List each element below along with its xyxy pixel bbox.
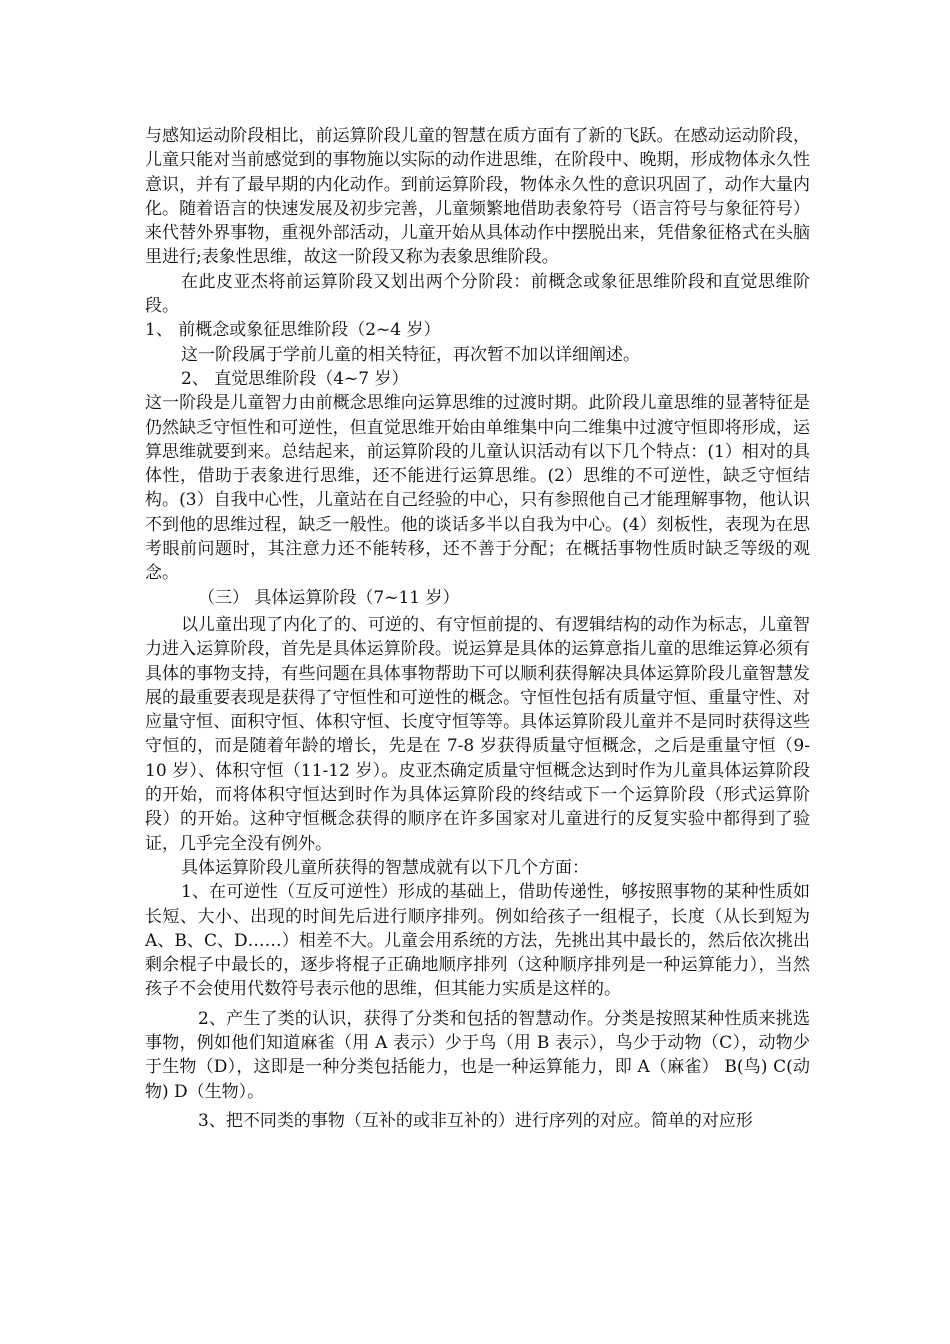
paragraph-concrete-operational: 以儿童出现了内化了的、可逆的、有守恒前提的、有逻辑结构的动作为标志，儿童智力进入运算阶段，首先是具体运算阶段。说运算是具体的运算意指儿童的思维运算必须有具体的事物支持，有些问题在具体事物帮助下可以顺利获得解决具体运算阶段儿童智慧发展的最重要表现是获得了守恒性和可逆性的概念。守恒性包括有质量守恒、重量守性、对应量守恒、面积守恒、体积守恒、长度守恒等等。具体运算阶段儿童并不是同时获得这些守恒的，而是随着年龄的增长，先是在 7-8 岁获得质量守恒概念，之后是重量守恒（9-10 岁）、体积守恒（11-12 岁）。皮亚杰确定质量守恒概念达到时作为儿童具体运算阶段的开始，而将体积守恒达到时作为具体运算阶段的终结或下一个运算阶段（形式运算阶段）的开始。这种守恒概念获得的顺序在许多国家对儿童进行的反复实验中都得到了验证，几乎完全没有例外。: [145, 614, 810, 854]
paragraph-achievement-3: 3、把不同类的事物（互补的或非互补的）进行序列的对应。简单的对应形: [198, 1110, 753, 1131]
heading-preconceptual-stage: 1、 前概念或象征思维阶段（2~4 岁）: [145, 320, 441, 341]
paragraph-intuitive: 这一阶段是儿童智力由前概念思维向运算思维的过渡时期。此阶段儿童思维的显著特征是仍然缺乏守恒性和可逆性，但直觉思维开始由单维集中向二维集中过渡守恒即将形成，运算思维就要到来。总结起来，前运算阶段的儿童认识活动有以下几个特点：(1）相对的具体性，借助于表象进行思维，还不能进行运算思维。(2）思维的不可逆性，缺乏守恒结构。(3）自我中心性，儿童站在自己经验的中心，只有参照他自己才能理解事物，他认识不到他的思维过程，缺乏一般性。他的谈话多半以自我为中心。(4）刻板性，表现为在思考眼前问题时，其注意力还不能转移，还不善于分配；在概括事物性质时缺乏等级的观念。: [145, 393, 810, 584]
heading-concrete-operational: （三） 具体运算阶段（7~11 岁）: [198, 587, 460, 608]
paragraph-preconceptual: 这一阶段属于学前儿童的相关特征，再次暂不加以详细阐述。: [181, 344, 640, 365]
paragraph-preoperational-intro: 与感知运动阶段相比，前运算阶段儿童的智慧在质方面有了新的飞跃。在感动运动阶段，儿童只能对当前感觉到的事物施以实际的动作进思维，在阶段中、晚期，形成物体永久性意识，并有了最早期的内化动作。到前运算阶段，物体永久性的意识巩固了，动作大量内化。随着语言的快速发展及初步完善，儿童频繁地借助表象符号（语言符号与象征符号）来代替外界事物，重视外部活动，儿童开始从具体动作中摆脱出来，凭借象征格式在头脑里进行;表象性思维，故这一阶段又称为表象思维阶段。: [145, 126, 810, 268]
paragraph-substages: 在此皮亚杰将前运算阶段又划出两个分阶段：前概念或象征思维阶段和直觉思维阶段。: [145, 271, 810, 317]
paragraph-achievement-1: 1、在可逆性（互反可逆性）形成的基础上，借助传递性，够按照事物的某种性质如长短、大小、出现的时间先后进行顺序排列。例如给孩子一组棍子，长度（从长到短为 A、B、C、D……）相差不大。儿童会用系统的方法，先挑出其中最长的，然后依次挑出剩余棍子中最长的，逐步将棍子正确地顺序排列（这种顺序排列是一种运算能力），当然孩子不会使用代数符号表示他的思维，但其能力实质是这样的。: [145, 882, 810, 1000]
paragraph-achievement-2: 2、产生了类的认识，获得了分类和包括的智慧动作。分类是按照某种性质来挑选事物，例如他们知道麻雀（用 A 表示）少于鸟（用 B 表示），鸟少于动物（C），动物少于生物（D），这即是一种分类包括能力，也是一种运算能力，即 A（麻雀） B(鸟) C(动物) D（生物）。: [145, 1008, 810, 1102]
heading-intuitive-stage: 2、 直觉思维阶段（4~7 岁）: [181, 368, 409, 389]
document-page: [145, 124, 810, 1133]
paragraph-achievements-intro: 具体运算阶段儿童所获得的智慧成就有以下几个方面：: [181, 857, 589, 878]
